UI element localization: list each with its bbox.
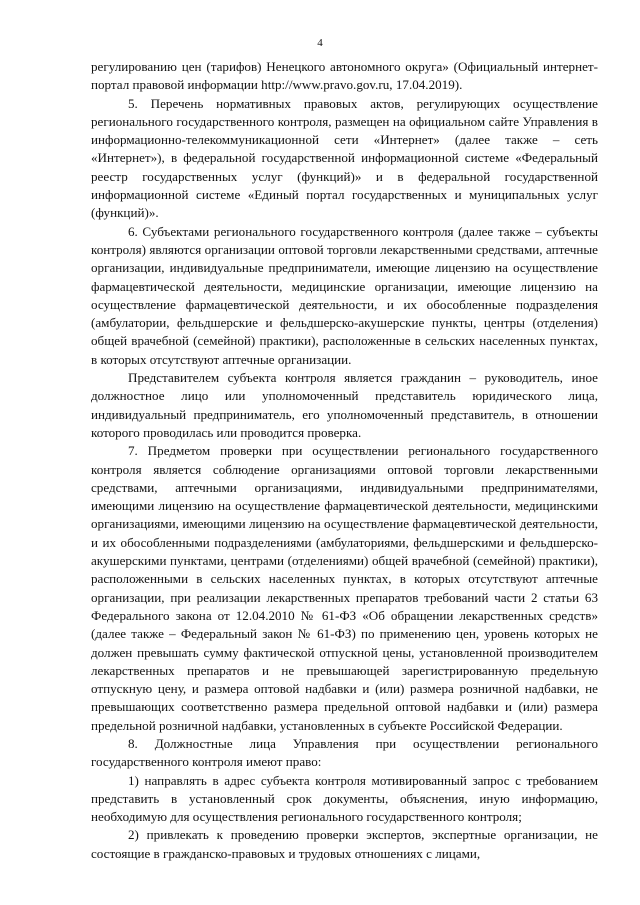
paragraph-item-5: 5. Перечень нормативных правовых актов, регулирующих осуществление регионального государственного контроля, размещен на официальном сайте Управления в информационно-телекоммуникационной сети «Интернет» (далее также – сеть «Интернет»), в федеральной государственной информационной системе «Федеральный реестр государственных услуг (функций)» и в федеральной государственной информационной системе «Единый портал государственных и муниципальных услуг (функций)». bbox=[91, 95, 598, 221]
paragraph-subitem-2: 2) привлекать к проведению проверки экспертов, экспертные организации, не состоящие в гражданско-правовых и трудовых отношениях с лицами, bbox=[91, 827, 598, 861]
paragraph-representative: Представителем субъекта контроля является гражданин – руководитель, иное должностное лицо или уполномоченный представитель юридического лица, индивидуальный предприниматель, его уполномоченный представитель, в отношении которого проводилась или проводится проверка. bbox=[91, 370, 598, 440]
paragraph-continuation: регулированию цен (тарифов) Ненецкого автономного округа» (Официальный интернет-портал правовой информации http://www.pravo.gov.ru, 17.04.2019). bbox=[91, 59, 598, 93]
document-body bbox=[91, 58, 598, 863]
paragraph-item-6: 6. Субъектами регионального государственного контроля (далее также – субъекты контроля) являются организации оптовой торговли лекарственными средствами, аптечные организации, индивидуальные предприниматели, имеющие лицензию на осуществление фармацевтической деятельности, медицинские организации, имеющие лицензию на осуществление фармацевтической деятельности, и их обособленные подразделения (амбулатории, фельдшерские и фельдшерско-акушерские пункты, центры (отделения) общей врачебной (семейной) практики), расположенные в сельских населенных пунктах, в которых отсутствуют аптечные организации. bbox=[91, 223, 598, 367]
paragraph-item-8: 8. Должностные лица Управления при осуществлении регионального государственного контроля имеют право: bbox=[91, 735, 598, 770]
paragraph-item-7: 7. Предметом проверки при осуществлении регионального государственного контроля является соблюдение организациями оптовой торговли лекарственными средствами, аптечными организациями, индивидуальными предпринимателями, имеющими лицензию на осуществление фармацевтической деятельности, медицинскими организациями, имеющими лицензию на осуществление фармацевтической деятельности, и их обособленными подразделениями (амбулаториями, фельдшерскими и фельдшерско-акушерскими пунктами, центрами (отделениями) общей врачебной (семейной) практики), расположенными в сельских населенных пунктах, в которых отсутствуют аптечные организации, при реализации лекарственных препаратов требований части 2 статьи 63 Федерального закона от 12.04.2010 № 61-ФЗ «Об обращении лекарственных средств» (далее также – Федеральный закон № 61-ФЗ) по применению цен, уровень которых не должен превышать сумму фактической отпускной цены, установленной производителем лекарственных препаратов и не превышающей зарегистрированную предельную отпускную цену, и размера оптовой надбавки и (или) размера розничной надбавки, не превышающих соответственно размера предельной оптовой надбавки и (или) размера предельной розничной надбавки, установленных в субъекте Российской Федерации. bbox=[91, 443, 598, 733]
page-number: 4 bbox=[317, 37, 323, 49]
paragraph-subitem-1: 1) направлять в адрес субъекта контроля мотивированный запрос с требованием представить в установленный срок документы, объяснения, иную информацию, необходимую для осуществления регионального государственного контроля; bbox=[91, 772, 598, 825]
